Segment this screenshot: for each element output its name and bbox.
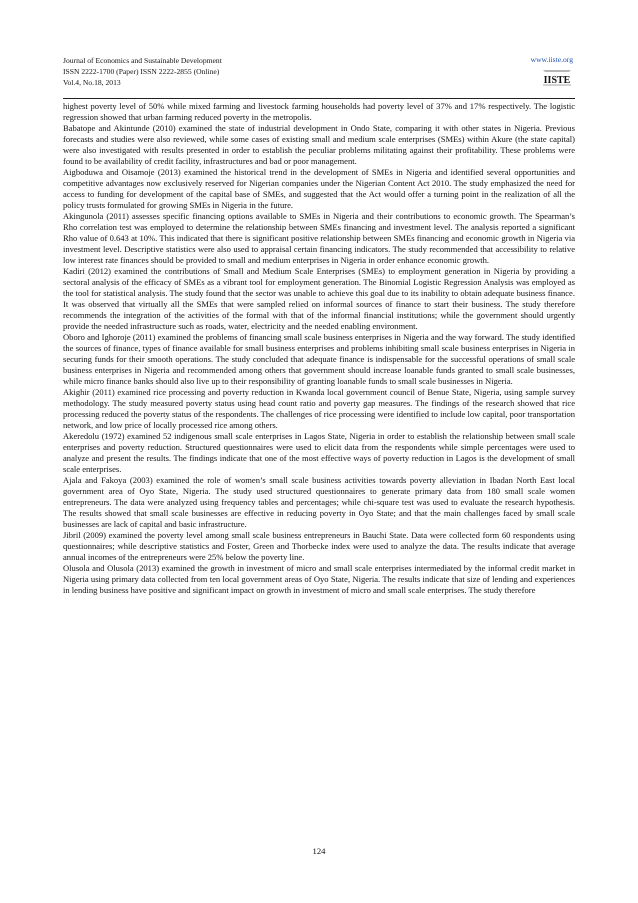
svg-text:IISTE: IISTE (543, 75, 571, 86)
iiste-logo-icon (539, 68, 575, 88)
paragraph: Olusola and Olusola (2013) examined the growth in investment of micro and small scale enterprises intermediated by the informal credit market in Nigeria using primary data collected from ten local government areas of Oyo State, Nigeria. The results indicate that size of lending and experiences in lending business have positive and significant impact on growth in investment of micro and small scale enterprises. The study therefore (63, 563, 575, 595)
issn-line: ISSN 2222-1700 (Paper) ISSN 2222-2855 (Online) (63, 67, 220, 76)
journal-url-link[interactable]: www.iiste.org (530, 55, 573, 64)
paragraph: Oboro and Ighoroje (2011) examined the problems of financing small scale business enterprises in Nigeria and the way forward. The study identified the sources of finance, types of finance available for small business enterprises and problems inhibiting small scale business enterprises in Nigeria in securing funds for their smooth operations. The study concluded that adequate finance is indispensable for the successful operations of small scale business enterprises in Nigeria and recommended among others that government should increase loanable funds granted to small scale businesses, while micro finance banks should also live up to their responsibility of granting loanable funds to small scale businesses in Nigeria. (63, 332, 575, 386)
paragraph: Babatope and Akintunde (2010) examined the state of industrial development in Ondo State, comparing it with other states in Nigeria. Previous forecasts and studies were also reviewed, while some cases of existing small and medium scale enterprises (SMEs) within Akure (the state capital) were also investigated with results presented in order to establish the peculiar problems militating against their profitability. These problems were found to be availability of credit facility, infrastructures and bad or poor management. (63, 123, 575, 166)
paragraph: highest poverty level of 50% while mixed farming and livestock farming households had poverty level of 37% and 17% respectively. The logistic regression showed that urban farming reduced poverty in the metropolis. (63, 101, 575, 122)
paragraph: Jibril (2009) examined the poverty level among small scale business entrepreneurs in Bauchi State. Data were collected form 60 respondents using questionnaires; while descriptive statistics and Foster, Green and Thorbecke index were used to analyze the data. The results indicate that average annual incomes of the entrepreneurs were 25% below the poverty line. (63, 530, 575, 562)
volume-line: Vol.4, No.18, 2013 (63, 78, 121, 87)
paragraph: Akighir (2011) examined rice processing and poverty reduction in Kwanda local government council of Benue State, Nigeria, using sample survey methodology. The study measured poverty status using head count ratio and poverty gap measures. The findings of the research showed that rice processing reduced the poverty status of the respondents. The challenges of rice processing were identified to include low capital, poor transportation network, and low price of locally processed rice among others. (63, 387, 575, 430)
paragraph: Aigboduwa and Oisamoje (2013) examined the historical trend in the development of SMEs in Nigeria and identified several opportunities and competitive advantages now exclusively reserved for Nigerian companies under the Nigerian Content Act 2010. The study emphasized the need for access to funding for development of the capital base of SMEs, and suggested that the Act would offer a turning point in the realization of all the policy trusts formulated for growing SMEs in Nigeria in the future. (63, 167, 575, 210)
page-number: 124 (312, 846, 326, 856)
paragraph: Kadiri (2012) examined the contributions of Small and Medium Scale Enterprises (SMEs) to employment generation in Nigeria by providing a sectoral analysis of the efficacy of SMEs as a vibrant tool for employment generation. The Binomial Logistic Regression Analysis was employed as the tool for statistical analysis. The study found that the sector was unable to achieve this goal due to its inability to obtain adequate business finance. It was observed that virtually all the SMEs that were sampled relied on informal sources of finance to start their business. The study therefore recommends the integration of the activities of the formal with that of the informal financial institutions; while the government should urgently provide the needed infrastructure such as roads, water, electricity and the needed enabling environment. (63, 266, 575, 331)
paragraph: Akeredolu (1972) examined 52 indigenous small scale enterprises in Lagos State, Nigeria in order to establish the relationship between small scale enterprises and poverty reduction. Structured questionnaires were used to elicit data from the respondents while simple percentages were used to analyze and present the results. The findings indicate that one of the most effective ways of poverty reduction in Lagos is the development of small scale enterprises. (63, 431, 575, 474)
journal-title: Journal of Economics and Sustainable Development (63, 56, 222, 65)
paragraph: Akingunola (2011) assesses specific financing options available to SMEs in Nigeria and their contributions to economic growth. The Spearman’s Rho correlation test was employed to determine the relationship between SMEs financing and investment level. The analysis reported a significant Rho value of 0.643 at 10%. This indicated that there is significant positive relationship between SMEs financing and economic growth in Nigeria via investment level. Descriptive statistics were also used to appraisal certain financing indicators. The study recommended that accessibility to relative low interest rate finances should be provided to small and medium enterprises in Nigeria in order enhance economic growth. (63, 211, 575, 265)
page-header (63, 55, 575, 95)
header-divider (63, 98, 575, 99)
article-body (63, 101, 575, 596)
paragraph: Ajala and Fakoya (2003) examined the role of women’s small scale business activities towards poverty alleviation in Ibadan North East local government area of Oyo State, Nigeria. The study used structured questionnaires to generate primary data from 180 small scale women entrepreneurs. The data were analyzed using frequency tables and percentages; while chi-square test was used to evaluate the research hypothesis. The results showed that small scale businesses are effective in reducing poverty in Oyo State; and that the main challenges faced by small scale businesses are lack of capital and basic infrastructure. (63, 475, 575, 529)
